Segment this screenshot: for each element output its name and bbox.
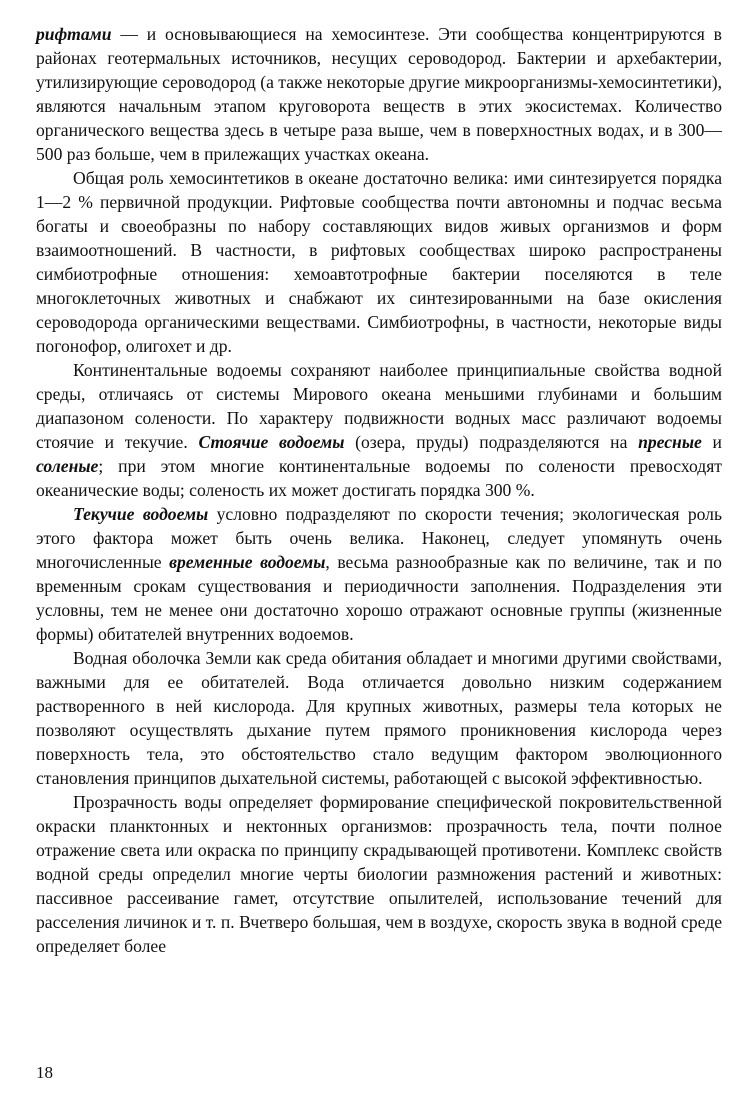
paragraph — [36, 22, 722, 166]
paragraph-text: и — [701, 432, 722, 452]
paragraph-text: Водная оболочка Земли как среда обитания обладает и многими другими свойствами, важными для ее обитателей. Вода отличается довольно низким содержанием растворенного в ней кислорода. Для крупных животных, размеры тела которых не позволяют осуществлять дыхание путем прямого проникновения кислорода через поверхность тела, это обстоятельство стало ведущим фактором эволюционного становления принципов дыхательной системы, работающей с высокой эффективностью. — [36, 648, 722, 788]
page-number: 18 — [36, 1063, 53, 1082]
italic-term: пресные — [638, 432, 702, 452]
italic-term: Текучие водоемы — [73, 504, 209, 524]
paragraph — [36, 646, 722, 790]
paragraph — [36, 502, 722, 646]
italic-term: временные водоемы — [169, 552, 326, 572]
italic-term: рифтами — [36, 24, 112, 44]
paragraph — [36, 790, 722, 958]
paragraph — [36, 166, 722, 358]
paragraph-text: (озера, пруды) подразделяются на — [344, 432, 639, 452]
paragraph-text: ; при этом многие континентальные водоемы по солености превосходят океанические воды; соленость их может достигать порядка 300 %. — [36, 456, 722, 500]
paragraph-text: — и основывающиеся на хемосинтезе. Эти сообщества концентрируются в районах геотермальных источников, несущих сероводород. Бактерии и архебактерии, утилизирующие сероводород (а также некоторые другие микроорганизмы-хемосинтетики), являются начальным этапом круговорота веществ в этих экосистемах. Количество органического вещества здесь в четыре раза выше, чем в поверхностных водах, и в 300—500 раз больше, чем в прилежащих участках океана. — [36, 24, 723, 164]
paragraph — [36, 358, 722, 502]
paragraph-text: Прозрачность воды определяет формирование специфической покровительственной окраски планктонных и нектонных организмов: прозрачность тела, почти полное отражение света или окраска по принципу скрадывающей противотени. Комплекс свойств водной среды определил многие черты биологии размножения растений и животных: пассивное рассеивание гамет, отсутствие опылителей, использование течений для расселения личинок и т. п. Вчетверо большая, чем в воздухе, скорость звука в водной среде определяет более — [36, 792, 722, 956]
italic-term: соленые — [36, 456, 99, 476]
paragraph-text: условно подразделяют по скорости течения; экологическая роль этого фактора может быть очень велика. Наконец, следует упомянуть очень многочисленные — [36, 504, 722, 572]
paragraph-text: Континентальные водоемы сохраняют наиболее принципиальные свойства водной среды, отличаясь от системы Мирового океана меньшими глубинами и большим диапазоном солености. По характеру подвижности водных масс различают водоемы стоячие и текучие. — [36, 360, 722, 452]
page-text — [36, 22, 722, 958]
paragraph-text: , весьма разнообразные как по величине, так и по временным срокам существования и периодичности заполнения. Подразделения эти условны, тем не менее они достаточно хорошо отражают основные группы (жизненные формы) обитателей внутренних водоемов. — [36, 552, 722, 644]
italic-term: Стоячие водоемы — [198, 432, 345, 452]
paragraph-text: Общая роль хемосинтетиков в океане достаточно велика: ими синтезируется порядка 1—2 % первичной продукции. Рифтовые сообщества почти автономны и подчас весьма богаты и своеобразны по набору составляющих видов живых организмов и форм взаимоотношений. В частности, в рифтовых сообществах широко распространены симбиотрофные отношения: хемоавтотрофные бактерии поселяются в теле многоклеточных животных и снабжают их синтезированными на базе окисления сероводорода органическими веществами. Симбиотрофны, в частности, некоторые виды погонофор, олигохет и др. — [36, 168, 722, 356]
